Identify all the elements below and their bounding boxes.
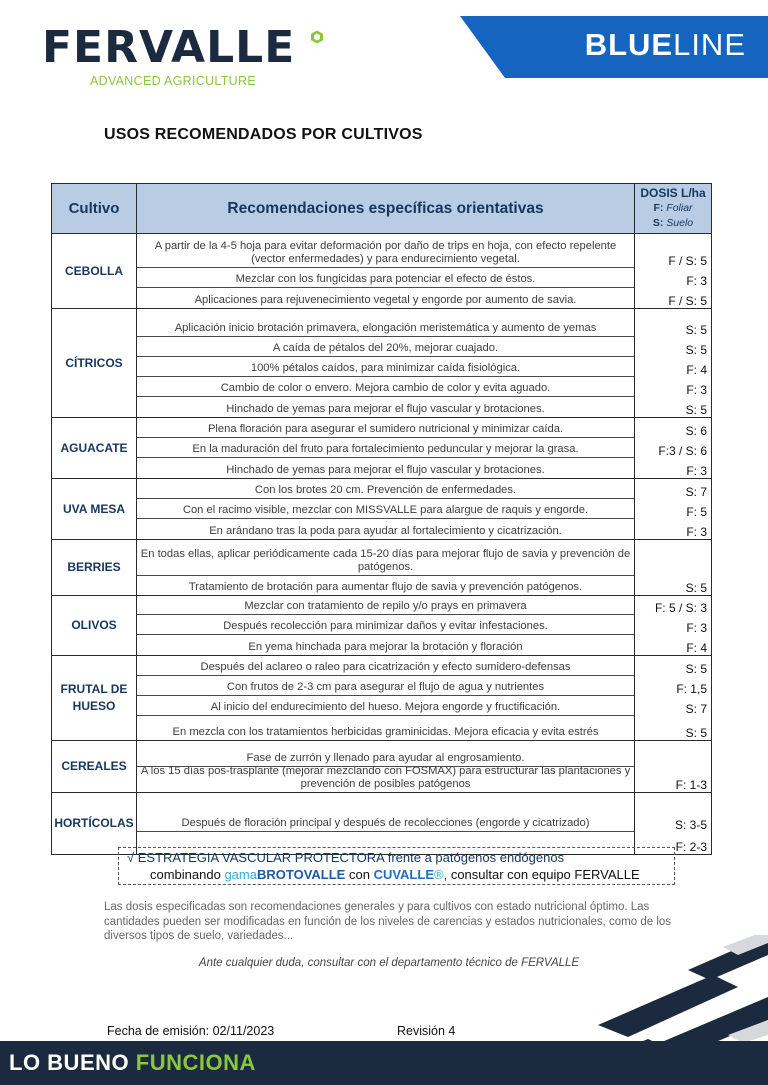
dose-cell — [635, 656, 712, 741]
strategy-combining: combinando — [150, 867, 221, 882]
recommendations-cell — [137, 741, 635, 793]
recommendation-line: Con frutos de 2-3 cm para asegurar el flujo de agua y nutrientes — [137, 676, 634, 696]
recommendations-cell — [137, 540, 635, 596]
recommendation-line: En yema hinchada para mejorar la brotación y floración — [248, 641, 523, 653]
dose-value: F / S: 5 — [668, 294, 707, 308]
dose-cell — [635, 418, 712, 479]
recommendation-line: Con el racimo visible, mezclar con MISSVALLE para alargue de raquis y engorde. — [137, 499, 634, 519]
recommendation-line: Mezclar con tratamiento de repilo y/o prays en primavera — [137, 596, 634, 615]
dose-value: S: 6 — [685, 424, 707, 438]
recommendation-line: Hinchado de yemas para mejorar el flujo vascular y brotaciones. — [226, 464, 545, 476]
brand-name: FERVALLE — [42, 22, 296, 73]
slogan — [9, 1050, 256, 1076]
strategy-title: ESTRATEGIA VASCULAR PROTECTORA frente a patógenos endógenos — [137, 850, 565, 865]
dose-value: S: 7 — [685, 485, 707, 499]
disclaimer-text: Las dosis especificadas son recomendaciones generales y para cultivos con estado nutricional óptimo. Las cantidades pueden ser modificadas en función de los niveles de carencias y estados nutricionales, como de los diversos tipos de suelo, variedades... — [104, 901, 672, 942]
table-row — [52, 656, 712, 741]
dose-value: F: 5 — [686, 505, 707, 519]
table-row — [52, 479, 712, 540]
dose-value: F: 3 — [686, 464, 707, 478]
crop-name: AGUACATE — [52, 418, 137, 479]
dose-value: F: 4 — [686, 363, 707, 377]
dose-cell — [635, 540, 712, 596]
recommendation-line: Fase de zurrón y llenado para ayudar al engrosamiento. — [137, 741, 634, 767]
dose-f-val: Foliar — [666, 202, 693, 214]
recommendation-line: Aplicaciones para rejuvenecimiento vegetal y engorde por aumento de savia. — [194, 294, 577, 306]
dose-title: DOSIS L/ha — [640, 186, 706, 200]
recommendation-line: Plena floración para asegurar el sumidero nutricional y minimizar caída. — [137, 418, 634, 438]
blueline-thin: LINE — [673, 27, 746, 62]
crop-name: BERRIES — [52, 540, 137, 596]
slogan-part-1: LO BUENO — [9, 1050, 130, 1075]
table-row — [52, 540, 712, 596]
dose-cell — [635, 234, 712, 309]
recommendation-line: En mezcla con los tratamientos herbicidas graminicidas. Mejora eficacia y evita estrés — [172, 726, 599, 738]
recommendation-line: Cambio de color o envero. Mejora cambio de color y evita aguado. — [137, 377, 634, 397]
brotovalle-label: BROTOVALLE — [256, 867, 346, 882]
crop-name: CEBOLLA — [52, 234, 137, 309]
recommendation-line: Con los brotes 20 cm. Prevención de enfermedades. — [137, 479, 634, 499]
dose-value: S: 5 — [685, 726, 707, 740]
hexagon-logo-icon — [310, 30, 324, 44]
recommendations-cell — [137, 418, 635, 479]
recommendations-cell — [137, 793, 635, 855]
strategy-box — [118, 847, 675, 885]
recommendations-cell — [137, 309, 635, 418]
recommendations-cell — [137, 596, 635, 656]
fervalle-logo — [42, 22, 342, 90]
dose-value: F: 3 — [686, 383, 707, 397]
dose-value: S: 5 — [685, 323, 707, 337]
crop-name: UVA MESA — [52, 479, 137, 540]
crop-name: OLIVOS — [52, 596, 137, 656]
page-title: USOS RECOMENDADOS POR CULTIVOS — [104, 126, 423, 143]
table-row — [52, 234, 712, 309]
recommendation-line: Después del aclareo o raleo para cicatrización y efecto sumidero-defensas — [137, 656, 634, 676]
dose-cell — [635, 741, 712, 793]
strategy-line-2 — [150, 867, 640, 882]
dose-value: F: 4 — [686, 641, 707, 655]
dose-value: S: 5 — [685, 343, 707, 357]
registered-mark: ® — [434, 867, 444, 882]
brand-subtitle: ADVANCED AGRICULTURE — [90, 74, 256, 88]
con-label: con — [348, 867, 370, 882]
dose-value: F:3 / S: 6 — [658, 444, 707, 458]
check-icon: √ — [127, 850, 135, 865]
recommendation-line: Al inicio del endurecimiento del hueso. Mejora engorde y fructificación. — [137, 696, 634, 716]
crop-name: HORTÍCOLAS — [52, 793, 137, 855]
blueline-label — [585, 26, 746, 64]
dose-value: S: 5 — [685, 662, 707, 676]
table-row — [52, 596, 712, 656]
recommendation-line: Tratamiento de brotación para aumentar flujo de savia y prevención patógenos. — [188, 581, 583, 593]
dose-value — [635, 741, 711, 767]
table-row — [52, 309, 712, 418]
dose-s-key: S: — [652, 217, 664, 229]
recommendation-line: 100% pétalos caídos, para minimizar caída fisiológica. — [137, 357, 634, 377]
dose-cell — [635, 479, 712, 540]
recommendation-line: Después de floración principal y después de recolecciones (engorde y cicatrizado) — [137, 793, 634, 832]
table-row — [52, 793, 712, 855]
recommendation-line: Hinchado de yemas para mejorar el flujo vascular y brotaciones. — [226, 403, 545, 415]
recommendations-cell — [137, 234, 635, 309]
dose-value: F: 2-3 — [675, 840, 707, 854]
header-dose — [635, 184, 712, 234]
dose-s-val: Suelo — [666, 217, 694, 229]
emission-date: Fecha de emisión: 02/11/2023 — [107, 1024, 275, 1038]
dose-value: S: 3-5 — [674, 818, 707, 832]
table-row — [52, 418, 712, 479]
recommendation-line: En la maduración del fruto para fortalecimiento peduncular y mejorar la grasa. — [137, 438, 634, 458]
recommendation-line: A partir de la 4-5 hoja para evitar deformación por daño de trips en hoja, con efecto repelente (vector enfermedades) y para endurecimiento vegetal. — [137, 234, 634, 268]
recommendation-line: Después recolección para minimizar daños y evitar infestaciones. — [137, 615, 634, 635]
crop-name: FRUTAL DE HUESO — [52, 656, 137, 741]
recommendation-line: Aplicación inicio brotación primavera, elongación meristemática y aumento de yemas — [137, 309, 634, 337]
dose-value: S: 5 — [685, 403, 707, 417]
dose-value: S: 7 — [685, 702, 707, 716]
crops-table — [51, 183, 712, 855]
dose-f-key: F: — [653, 202, 664, 214]
dose-value: F: 3 — [686, 621, 707, 635]
header-crop: Cultivo — [52, 184, 137, 234]
slogan-part-2: FUNCIONA — [135, 1050, 256, 1075]
dose-value: F: 3 — [686, 525, 707, 539]
recommendations-cell — [137, 656, 635, 741]
dose-value: F: 1,5 — [676, 682, 707, 696]
recommendation-line: Mezclar con los fungicidas para potenciar el efecto de éstos. — [137, 268, 634, 288]
strategy-line-1 — [127, 850, 564, 865]
table-header-row — [52, 184, 712, 234]
dose-value: F: 3 — [686, 274, 707, 288]
dose-value: S: 5 — [685, 581, 707, 595]
consult-note: Ante cualquier duda, consultar con el departamento técnico de FERVALLE — [198, 957, 580, 969]
revision-label: Revisión 4 — [397, 1024, 456, 1038]
blueline-bold: BLUE — [584, 27, 674, 62]
recommendations-cell — [137, 479, 635, 540]
dose-value: F: 1-3 — [675, 778, 707, 792]
dose-cell — [635, 793, 712, 855]
recommendation-line: A caída de pétalos del 20%, mejorar cuajado. — [137, 337, 634, 357]
dose-cell — [635, 309, 712, 418]
cuvalle-label: CUVALLE — [373, 867, 434, 882]
dose-cell — [635, 596, 712, 656]
crop-name: CÍTRICOS — [52, 309, 137, 418]
dose-value — [635, 540, 711, 576]
recommendation-line: A los 15 días pos-trasplante (mejorar mezclando con FOSMAX) para estructurar las plantaciones y prevención de posibles patógenos — [140, 767, 631, 790]
table-row — [52, 741, 712, 793]
crop-name: CEREALES — [52, 741, 137, 793]
strategy-consult: , consultar con equipo FERVALLE — [443, 867, 640, 882]
gama-label: gama — [224, 867, 257, 882]
dose-value: F / S: 5 — [668, 254, 707, 268]
dose-value: F: 5 / S: 3 — [654, 601, 707, 615]
recommendation-line: En arándano tras la poda para ayudar al fortalecimiento y cicatrización. — [209, 525, 562, 537]
recommendation-line: En todas ellas, aplicar periódicamente cada 15-20 días para mejorar flujo de savia y prevención de patógenos. — [137, 540, 634, 576]
header-recommendations: Recomendaciones específicas orientativas — [137, 184, 635, 234]
